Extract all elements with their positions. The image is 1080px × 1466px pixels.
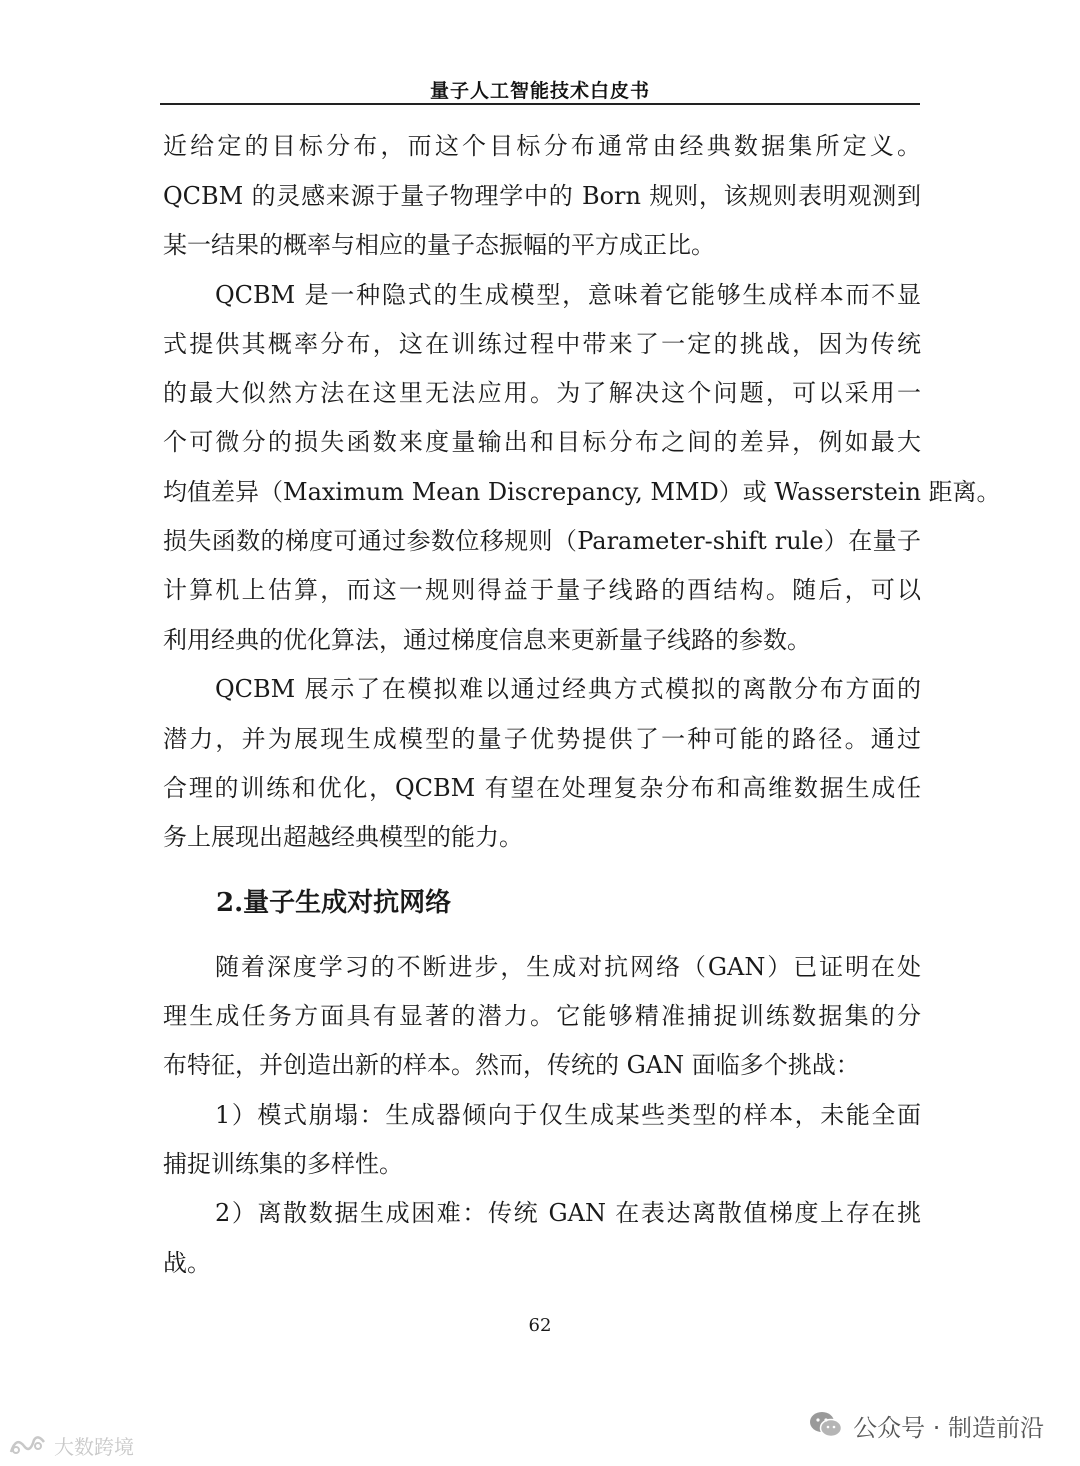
header-divider xyxy=(160,103,920,105)
list-item-1-line-1: 1）模式崩塌：生成器倾向于仅生成某些类型的样本，未能全面 xyxy=(215,1101,921,1129)
paragraph-4-line-3: 布特征，并创造出新的样本。然而，传统的 GAN 面临多个挑战： xyxy=(163,1051,860,1079)
paragraph-1-line-3: 某一结果的概率与相应的量子态振幅的平方成正比。 xyxy=(163,231,715,259)
paragraph-3-line-4: 务上展现出超越经典模型的能力。 xyxy=(163,823,523,851)
section-heading: 2.量子生成对抗网络 xyxy=(216,888,452,918)
paragraph-2-line-1: QCBM 是一种隐式的生成模型，意味着它能够生成样本而不显 xyxy=(215,281,921,309)
watermark-official-account xyxy=(809,1405,1044,1445)
list-item-1-line-2: 捕捉训练集的多样性。 xyxy=(163,1150,403,1178)
paragraph-2-line-8: 利用经典的优化算法，通过梯度信息来更新量子线路的参数。 xyxy=(163,626,811,654)
paragraph-3-line-3: 合理的训练和优化，QCBM 有望在处理复杂分布和高维数据生成任 xyxy=(163,774,921,802)
paragraph-2-line-2: 式提供其概率分布，这在训练过程中带来了一定的挑战，因为传统 xyxy=(163,330,921,358)
paragraph-3-line-2: 潜力，并为展现生成模型的量子优势提供了一种可能的路径。通过 xyxy=(163,725,921,753)
wechat-icon xyxy=(809,1410,843,1440)
header-title: 量子人工智能技术白皮书 xyxy=(429,80,650,102)
page-number: 62 xyxy=(528,1315,552,1336)
paragraph-2-line-5: 均值差异（Maximum Mean Discrepancy, MMD）或 Wasserstein 距离。 xyxy=(163,478,1001,506)
list-item-2-line-2: 战。 xyxy=(163,1249,211,1277)
paragraph-1-line-2: QCBM 的灵感来源于量子物理学中的 Born 规则，该规则表明观测到 xyxy=(163,182,921,210)
paragraph-4-line-1: 随着深度学习的不断进步，生成对抗网络（GAN）已证明在处 xyxy=(215,953,921,981)
watermark-left-text: 大数跨境 xyxy=(54,1434,134,1459)
list-item-2-line-1: 2）离散数据生成困难：传统 GAN 在表达离散值梯度上存在挑 xyxy=(215,1199,921,1227)
paragraph-2-line-4: 个可微分的损失函数来度量输出和目标分布之间的差异，例如最大 xyxy=(163,428,921,456)
logo-icon xyxy=(8,1432,48,1458)
paragraph-2-line-7: 计算机上估算，而这一规则得益于量子线路的酉结构。随后，可以 xyxy=(163,576,921,604)
watermark-right-text: 公众号 · 制造前沿 xyxy=(853,1413,1044,1442)
paragraph-1-line-1: 近给定的目标分布，而这个目标分布通常由经典数据集所定义。 xyxy=(163,132,921,160)
paragraph-2-line-6: 损失函数的梯度可通过参数位移规则（Parameter-shift rule）在量子 xyxy=(163,527,921,555)
paragraph-3-line-1: QCBM 展示了在模拟难以通过经典方式模拟的离散分布方面的 xyxy=(215,675,921,703)
watermark-brand xyxy=(8,1428,134,1462)
paragraph-2-line-3: 的最大似然方法在这里无法应用。为了解决这个问题，可以采用一 xyxy=(163,379,921,407)
paragraph-4-line-2: 理生成任务方面具有显著的潜力。它能够精准捕捉训练数据集的分 xyxy=(163,1002,921,1030)
